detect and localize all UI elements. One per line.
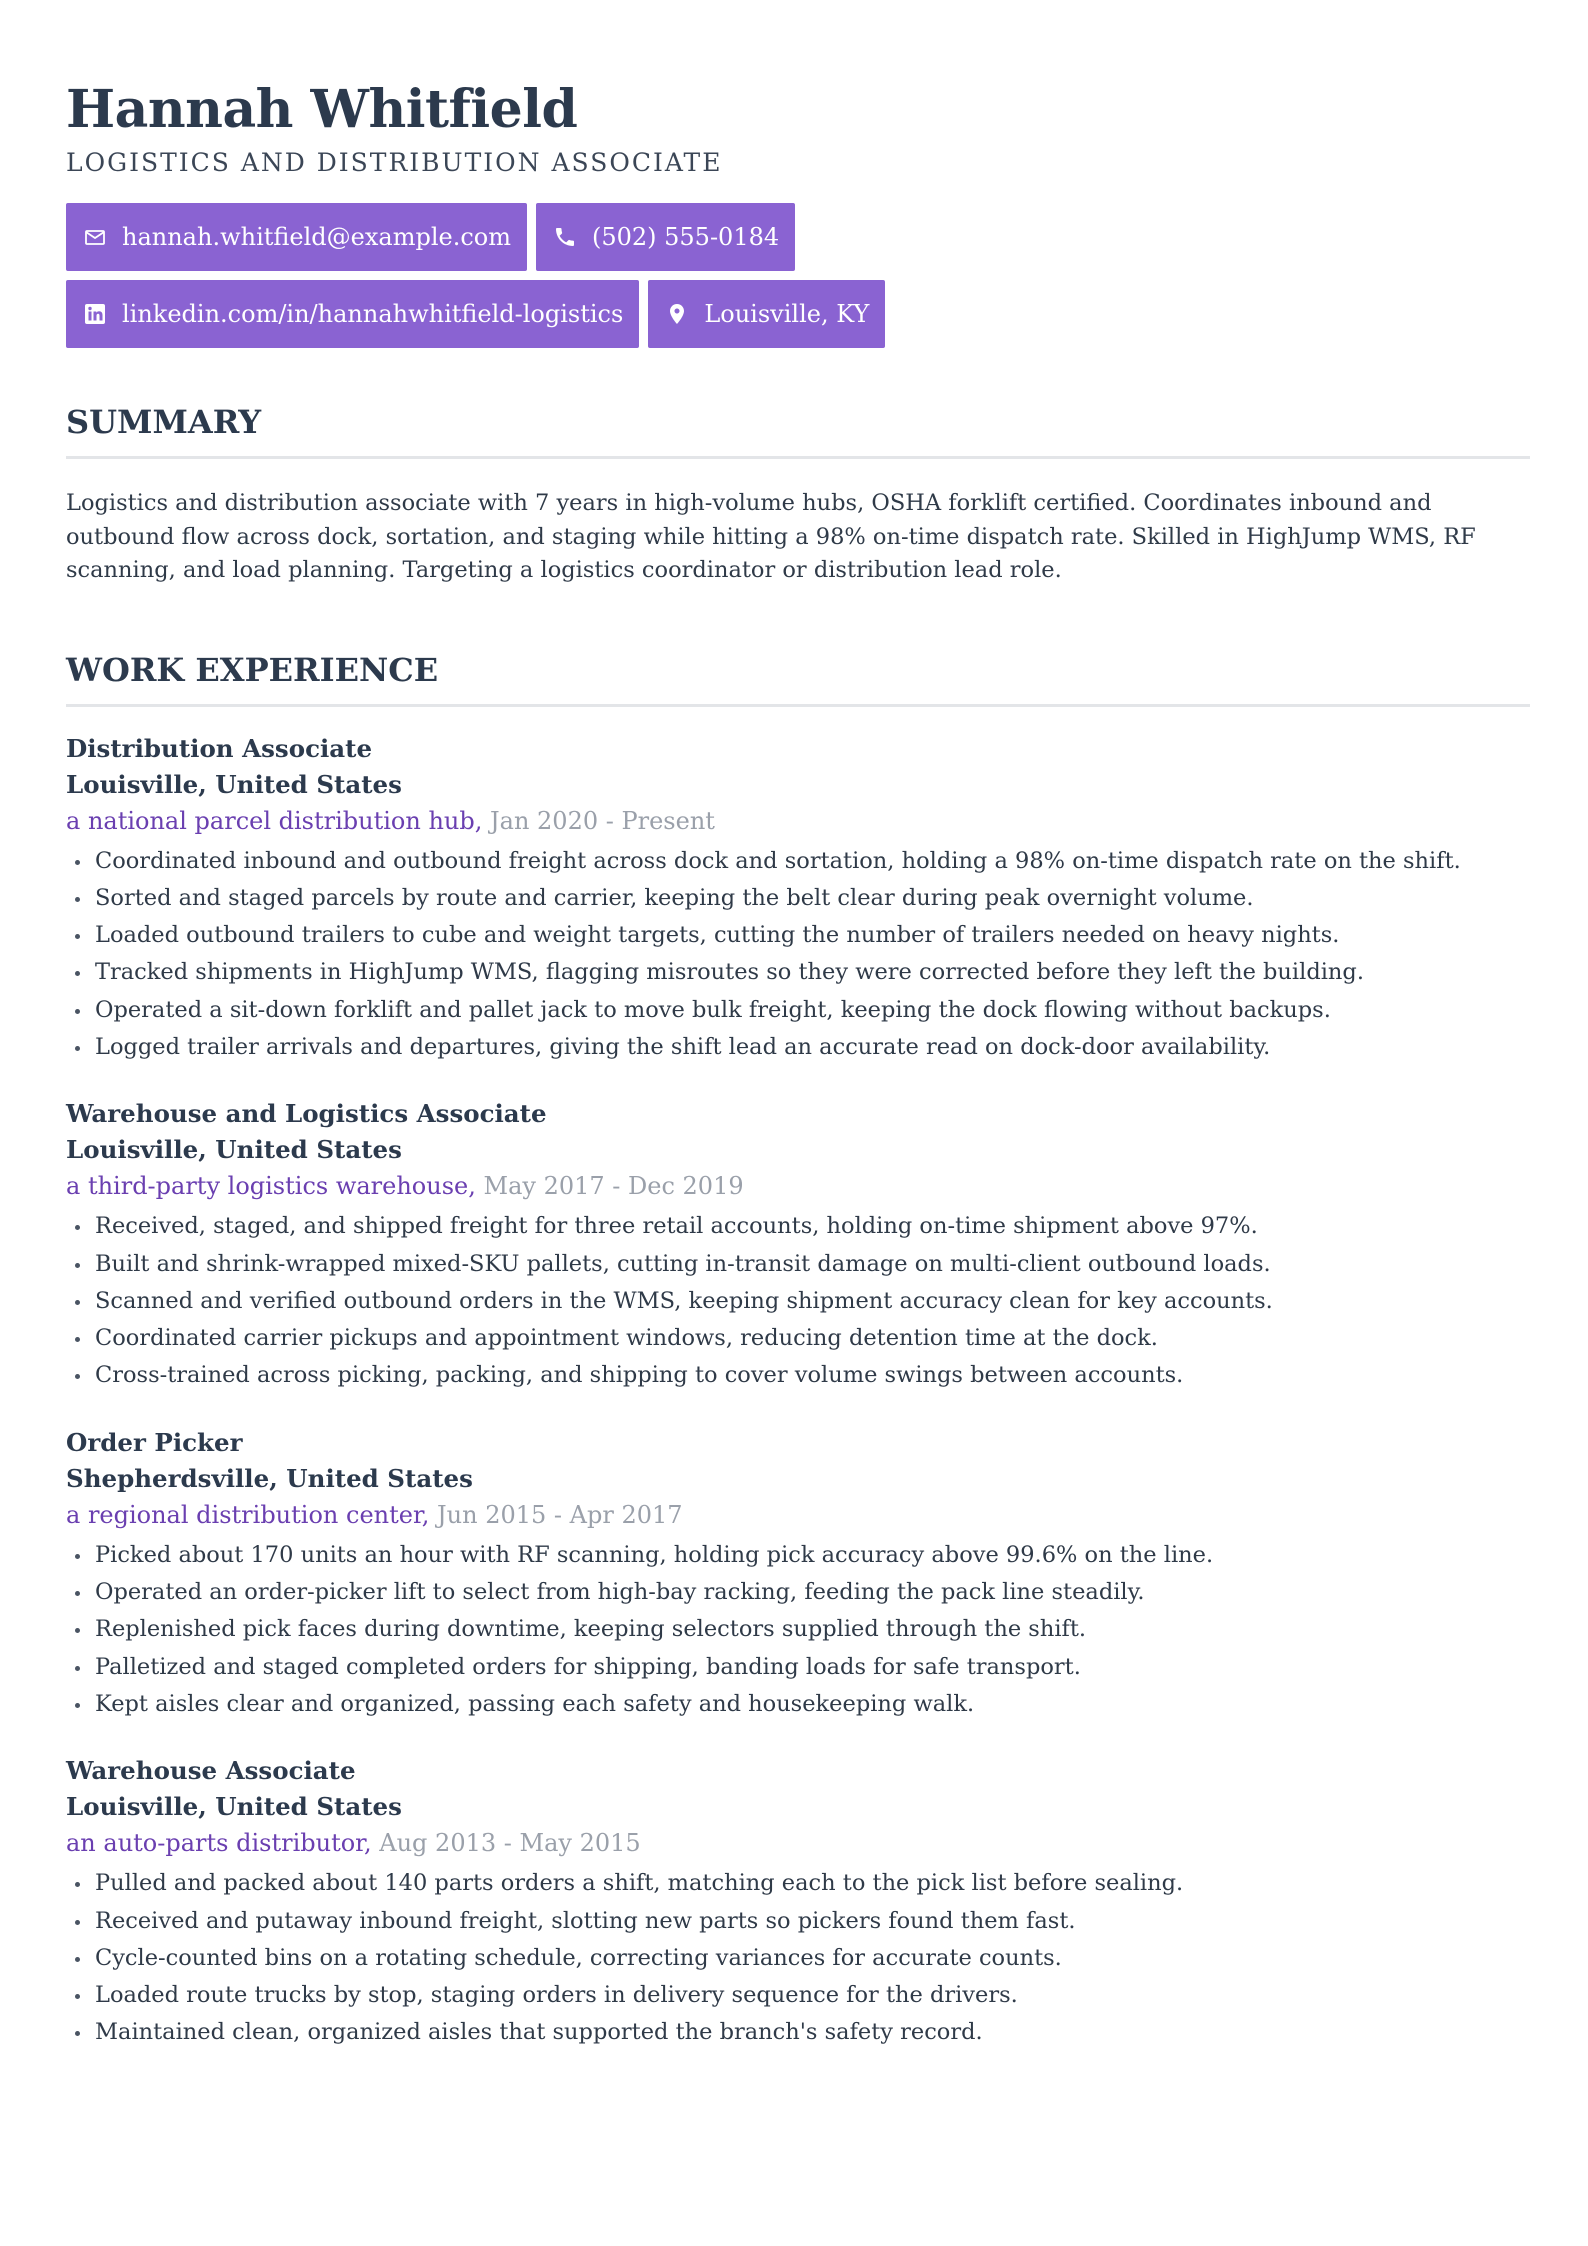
job-location: Louisville, United States <box>66 1792 402 1822</box>
company-name: an auto-parts distributor <box>66 1829 364 1858</box>
bullet-item: Built and shrink-wrapped mixed-SKU pallets, cutting in-transit damage on multi-client outbound loads. <box>66 1246 1530 1283</box>
phone-icon <box>552 224 578 250</box>
job-dates: Jan 2020 - Present <box>490 806 715 835</box>
bullet-item: Operated a sit-down forklift and pallet jack to move bulk freight, keeping the dock flowing without backups. <box>66 992 1530 1029</box>
phone-chip[interactable] <box>536 203 795 271</box>
job-bullets <box>66 843 1530 1067</box>
bullet-item: Received and putaway inbound freight, slotting new parts so pickers found them fast. <box>66 1903 1530 1940</box>
bullet-item: Cycle-counted bins on a rotating schedule, correcting variances for accurate counts. <box>66 1940 1530 1977</box>
job-meta: a national parcel distribution hub, Jan 2020 - Present <box>66 806 715 835</box>
bullet-item: Coordinated carrier pickups and appointment windows, reducing detention time at the dock. <box>66 1320 1530 1357</box>
bullet-item: Loaded route trucks by stop, staging orders in delivery sequence for the drivers. <box>66 1977 1530 2014</box>
location-chip <box>648 280 885 348</box>
job-entry <box>66 1425 1530 1723</box>
job-dates: May 2017 - Dec 2019 <box>483 1172 744 1201</box>
job-entry <box>66 1753 1530 2051</box>
phone-text: (502) 555-0184 <box>591 223 780 251</box>
bullet-item: Maintained clean, organized aisles that supported the branch's safety record. <box>66 2014 1530 2051</box>
job-location: Shepherdsville, United States <box>66 1463 473 1493</box>
bullet-item: Scanned and verified outbound orders in the WMS, keeping shipment accuracy clean for key accounts. <box>66 1283 1530 1320</box>
company-name: a national parcel distribution hub <box>66 806 475 835</box>
summary-section <box>66 402 1530 588</box>
bullet-item: Tracked shipments in HighJump WMS, flagging misroutes so they were corrected before they left the building. <box>66 954 1530 991</box>
job-title: Order Picker <box>66 1427 243 1457</box>
job-entry <box>66 731 1530 1067</box>
bullet-item: Received, staged, and shipped freight for three retail accounts, holding on-time shipment above 97%. <box>66 1208 1530 1245</box>
summary-heading: SUMMARY <box>66 402 1530 459</box>
summary-text: Logistics and distribution associate with 7 years in high-volume hubs, OSHA forklift certified. Coordinates inbound and outbound flow across dock, sortation, and staging while hitting a 98% on-time dispatch rate. Skilled in HighJump WMS, RF scanning, and load planning. Targeting a logistics coordinator or distribution lead role. <box>66 490 1476 583</box>
bullet-item: Palletized and staged completed orders for shipping, banding loads for safe transport. <box>66 1649 1530 1686</box>
location-text: Louisville, KY <box>704 300 870 328</box>
job-bullets <box>66 1865 1530 2051</box>
company-name: a regional distribution center <box>66 1500 422 1529</box>
bullet-item: Pulled and packed about 140 parts orders a shift, matching each to the pick list before sealing. <box>66 1865 1530 1902</box>
company-name: a third-party logistics warehouse <box>66 1172 469 1201</box>
bullet-item: Replenished pick faces during downtime, keeping selectors supplied through the shift. <box>66 1611 1530 1648</box>
candidate-name: Hannah Whitfield <box>66 79 578 140</box>
resume-page <box>66 78 1530 2052</box>
linkedin-chip[interactable] <box>66 280 639 348</box>
mail-icon <box>82 224 108 250</box>
job-location: Louisville, United States <box>66 769 402 799</box>
contact-list <box>66 203 1066 348</box>
work-experience-section <box>66 650 1530 2052</box>
job-meta: an auto-parts distributor, Aug 2013 - May 2015 <box>66 1829 641 1858</box>
job-bullets <box>66 1208 1530 1394</box>
linkedin-icon <box>82 301 108 327</box>
bullet-item: Sorted and staged parcels by route and carrier, keeping the belt clear during peak overnight volume. <box>66 880 1530 917</box>
bullet-item: Logged trailer arrivals and departures, giving the shift lead an accurate read on dock-door availability. <box>66 1029 1530 1066</box>
job-meta: a regional distribution center, Jun 2015 - Apr 2017 <box>66 1500 683 1529</box>
job-meta: a third-party logistics warehouse, May 2017 - Dec 2019 <box>66 1172 744 1201</box>
location-pin-icon <box>664 301 690 327</box>
work-experience-heading: WORK EXPERIENCE <box>66 650 1530 707</box>
email-text: hannah.whitfield@example.com <box>122 223 511 251</box>
candidate-headline: LOGISTICS AND DISTRIBUTION ASSOCIATE <box>66 148 723 177</box>
job-location: Louisville, United States <box>66 1135 402 1165</box>
bullet-item: Coordinated inbound and outbound freight across dock and sortation, holding a 98% on-time dispatch rate on the shift. <box>66 843 1530 880</box>
job-dates: Aug 2013 - May 2015 <box>379 1829 641 1858</box>
bullet-item: Kept aisles clear and organized, passing each safety and housekeeping walk. <box>66 1686 1530 1723</box>
job-title: Distribution Associate <box>66 733 373 763</box>
bullet-item: Operated an order-picker lift to select from high-bay racking, feeding the pack line steadily. <box>66 1574 1530 1611</box>
job-dates: Jun 2015 - Apr 2017 <box>437 1500 683 1529</box>
linkedin-text: linkedin.com/in/hannahwhitfield-logistics <box>122 300 624 328</box>
job-entry <box>66 1096 1530 1394</box>
job-title: Warehouse Associate <box>66 1756 356 1786</box>
job-title: Warehouse and Logistics Associate <box>66 1099 547 1129</box>
bullet-item: Loaded outbound trailers to cube and weight targets, cutting the number of trailers needed on heavy nights. <box>66 917 1530 954</box>
job-bullets <box>66 1537 1530 1723</box>
bullet-item: Cross-trained across picking, packing, and shipping to cover volume swings between accounts. <box>66 1357 1530 1394</box>
email-chip[interactable] <box>66 203 527 271</box>
bullet-item: Picked about 170 units an hour with RF scanning, holding pick accuracy above 99.6% on the line. <box>66 1537 1530 1574</box>
